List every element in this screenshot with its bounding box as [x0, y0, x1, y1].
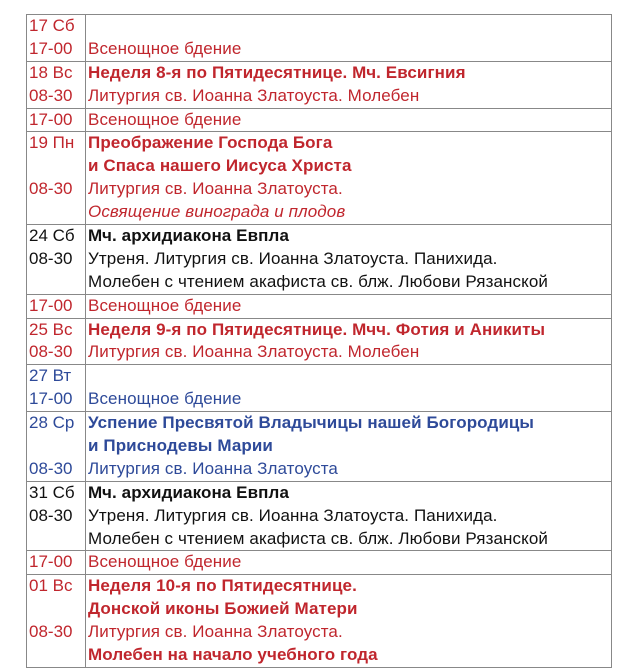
day-label: 24 Сб — [29, 226, 75, 246]
time-label: 17-00 — [29, 295, 73, 315]
service-description: Всенощное бдение — [88, 109, 242, 129]
date-time-cell — [27, 225, 86, 295]
time-label: 08-30 — [29, 458, 73, 478]
day-label: 18 Вс — [29, 62, 73, 82]
date-time-cell — [27, 365, 86, 412]
time-label: 08-30 — [29, 342, 73, 362]
schedule-row — [27, 108, 612, 132]
service-description: Литургия св. Иоанна Златоуста. — [88, 622, 343, 642]
feast-title: и Приснодевы Марии — [88, 436, 273, 456]
day-label: 19 Пн — [29, 133, 75, 153]
service-description: Утреня. Литургия св. Иоанна Златоуста. Панихида. — [88, 505, 498, 525]
feast-title: Неделя 9-я по Пятидесятнице. Мчч. Фотия и Аникиты — [88, 319, 546, 339]
feast-title: Мч. архидиакона Евпла — [88, 482, 289, 502]
schedule-row — [27, 225, 612, 295]
service-description: Литургия св. Иоанна Златоуста. Молебен — [88, 85, 420, 105]
time-label: 08-30 — [29, 505, 73, 525]
schedule-row — [27, 412, 612, 482]
event-cell — [86, 132, 612, 225]
schedule-row — [27, 481, 612, 551]
service-description: Литургия св. Иоанна Златоуста. Молебен — [88, 342, 420, 362]
schedule-row — [27, 15, 612, 62]
service-schedule-table — [26, 14, 612, 668]
day-label: 01 Вс — [29, 576, 73, 596]
event-cell — [86, 108, 612, 132]
time-label: 08-30 — [29, 622, 73, 642]
service-description: Молебен с чтением акафиста св. блж. Любови Рязанской — [88, 271, 549, 291]
time-label: 08-30 — [29, 248, 73, 268]
service-description: Всенощное бдение — [88, 552, 242, 572]
feast-title: Мч. архидиакона Евпла — [88, 226, 289, 246]
event-cell — [86, 294, 612, 318]
event-cell — [86, 225, 612, 295]
service-description — [86, 365, 611, 388]
date-time-cell — [27, 481, 86, 551]
time-label — [27, 598, 85, 621]
date-time-cell — [27, 15, 86, 62]
feast-title: Молебен на начало учебного года — [88, 645, 378, 665]
date-time-cell — [27, 108, 86, 132]
schedule-row — [27, 318, 612, 365]
date-time-cell — [27, 412, 86, 482]
event-cell — [86, 15, 612, 62]
time-label: 08-30 — [29, 85, 73, 105]
date-time-cell — [27, 575, 86, 668]
event-cell — [86, 318, 612, 365]
schedule-row — [27, 294, 612, 318]
time-label: 17-00 — [29, 552, 73, 572]
feast-title: Неделя 10-я по Пятидесятнице. — [88, 576, 357, 596]
time-label: 17-00 — [29, 389, 73, 409]
time-label: 17-00 — [29, 109, 73, 129]
day-label: 25 Вс — [29, 319, 73, 339]
feast-title: Преображение Господа Бога — [88, 133, 333, 153]
date-time-cell — [27, 318, 86, 365]
time-label — [27, 528, 85, 551]
time-label — [27, 435, 85, 458]
event-cell — [86, 551, 612, 575]
event-cell — [86, 481, 612, 551]
time-label — [27, 201, 85, 224]
service-description — [86, 15, 611, 38]
feast-title: Донской иконы Божией Матери — [88, 599, 358, 619]
schedule-row — [27, 365, 612, 412]
date-time-cell — [27, 294, 86, 318]
time-label — [27, 644, 85, 667]
schedule-row — [27, 61, 612, 108]
service-description: Молебен с чтением акафиста св. блж. Любови Рязанской — [88, 528, 549, 548]
feast-title: Неделя 8-я по Пятидесятнице. Мч. Евсигния — [88, 62, 466, 82]
service-description: Всенощное бдение — [88, 295, 242, 315]
time-label — [27, 155, 85, 178]
service-description: Всенощное бдение — [88, 389, 242, 409]
time-label: 08-30 — [29, 179, 73, 199]
schedule-row — [27, 551, 612, 575]
service-description: Освящение винограда и плодов — [88, 202, 346, 222]
date-time-cell — [27, 132, 86, 225]
day-label: 27 Вт — [29, 366, 72, 386]
service-description: Литургия св. Иоанна Златоуста. — [88, 179, 343, 199]
event-cell — [86, 365, 612, 412]
event-cell — [86, 412, 612, 482]
schedule-row — [27, 575, 612, 668]
feast-title: и Спаса нашего Иисуса Христа — [88, 156, 352, 176]
service-description: Утреня. Литургия св. Иоанна Златоуста. Панихида. — [88, 248, 498, 268]
feast-title: Успение Пресвятой Владычицы нашей Богородицы — [88, 413, 535, 433]
day-label: 28 Ср — [29, 413, 75, 433]
date-time-cell — [27, 61, 86, 108]
schedule-row — [27, 132, 612, 225]
event-cell — [86, 61, 612, 108]
day-label: 17 Сб — [29, 16, 75, 35]
time-label — [27, 271, 85, 294]
service-description: Литургия св. Иоанна Златоуста — [88, 458, 338, 478]
day-label: 31 Сб — [29, 482, 75, 502]
service-description: Всенощное бдение — [88, 38, 242, 58]
date-time-cell — [27, 551, 86, 575]
time-label: 17-00 — [29, 38, 73, 58]
event-cell — [86, 575, 612, 668]
